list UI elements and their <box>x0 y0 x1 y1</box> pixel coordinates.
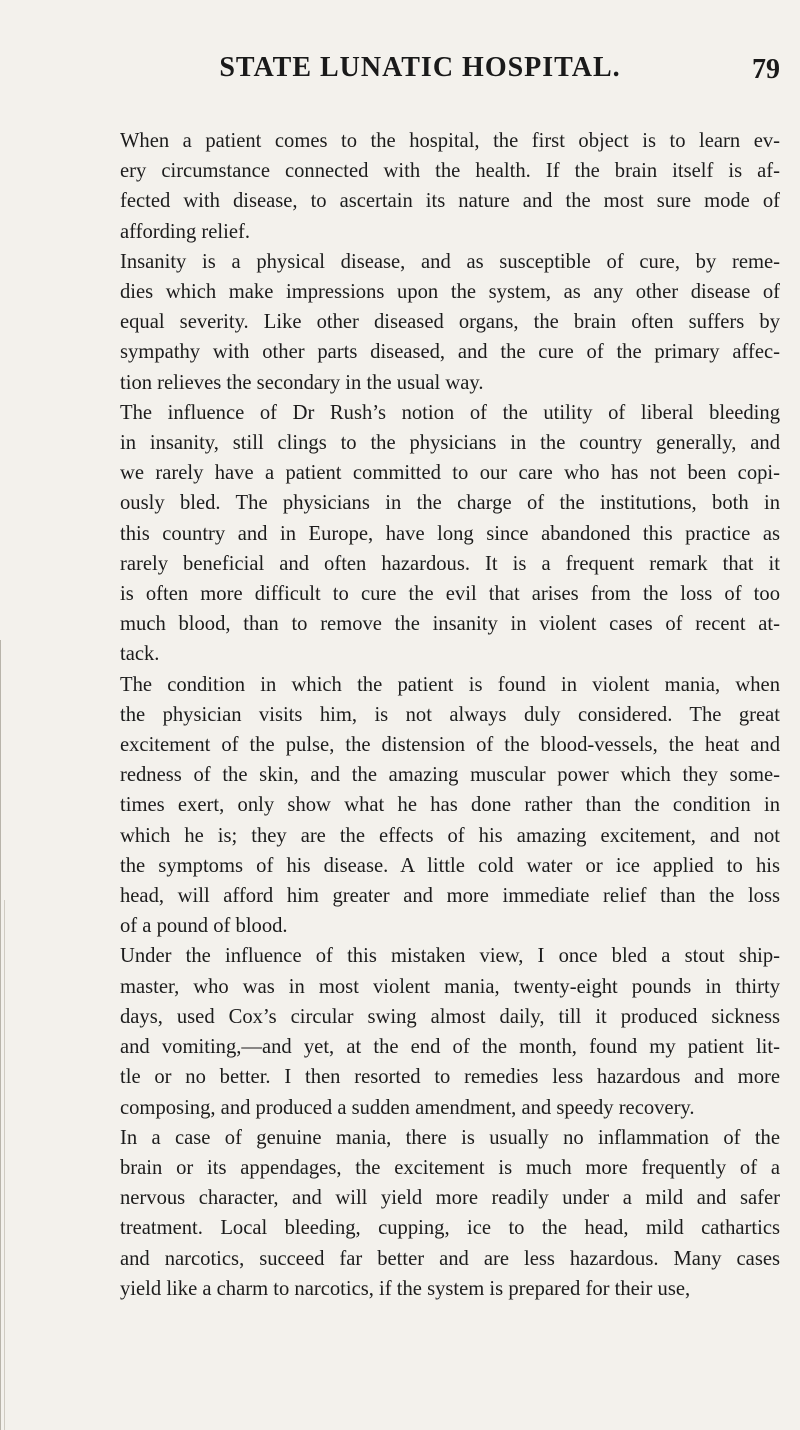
text-line: When a patient comes to the hospital, the first object is to learn ev- <box>120 130 780 152</box>
text-line: fected with disease, to ascertain its nature and the most sure mode of <box>120 190 780 213</box>
running-head <box>60 52 780 92</box>
text-line: affording relief. <box>120 220 250 243</box>
text-line: of a pound of blood. <box>120 915 288 938</box>
text-line: days, used Cox’s circular swing almost daily, till it produced sickness <box>120 1005 780 1028</box>
paragraph <box>120 670 780 942</box>
text-line: is often more difficult to cure the evil that arises from the loss of too <box>120 583 780 606</box>
text-line: brain or its appendages, the excitement is much more frequently of a <box>120 1156 780 1179</box>
text-line: which he is; they are the effects of his amazing excitement, and not <box>120 824 780 847</box>
paragraph <box>120 398 780 670</box>
text-line: tion relieves the secondary in the usual way. <box>120 371 484 394</box>
text-line: equal severity. Like other diseased organs, the brain often suffers by <box>120 311 780 334</box>
text-line: we rarely have a patient committed to our care who has not been copi- <box>120 462 780 485</box>
text-line: nervous character, and will yield more readily under a mild and safer <box>120 1187 780 1210</box>
text-line: yield like a charm to narcotics, if the system is prepared for their use, <box>120 1277 691 1300</box>
text-line: in insanity, still clings to the physicians in the country generally, and <box>120 432 780 455</box>
text-line: times exert, only show what he has done rather than the condition in <box>120 794 780 817</box>
paragraph <box>120 126 780 247</box>
page-number: 79 <box>752 54 780 85</box>
text-line: excitement of the pulse, the distension of the blood-vessels, the heat and <box>120 734 780 757</box>
text-line: this country and in Europe, have long since abandoned this practice as <box>120 522 780 545</box>
text-line: the physician visits him, is not always duly considered. The great <box>120 703 780 726</box>
text-line: The influence of Dr Rush’s notion of the utility of liberal bleeding <box>120 401 780 424</box>
running-title: STATE LUNATIC HOSPITAL. <box>219 52 621 83</box>
text-line: treatment. Local bleeding, cupping, ice to the head, mild cathartics <box>120 1217 780 1240</box>
text-line: the symptoms of his disease. A little cold water or ice applied to his <box>120 854 780 877</box>
paragraph <box>120 1123 780 1304</box>
text-line: tack. <box>120 643 160 666</box>
text-line: ery circumstance connected with the health. If the brain itself is af- <box>120 160 780 183</box>
text-line: and narcotics, succeed far better and are less hazardous. Many cases <box>120 1247 780 1270</box>
text-line: master, who was in most violent mania, twenty-eight pounds in thirty <box>120 975 780 998</box>
body-text <box>120 126 780 1304</box>
text-line: Insanity is a physical disease, and as susceptible of cure, by reme- <box>120 250 780 273</box>
text-line: composing, and produced a sudden amendment, and speedy recovery. <box>120 1096 695 1119</box>
text-line: tle or no better. I then resorted to remedies less hazardous and more <box>120 1066 780 1089</box>
text-line: head, will afford him greater and more immediate relief than the loss <box>120 885 780 908</box>
text-line: sympathy with other parts diseased, and the cure of the primary affec- <box>120 341 780 364</box>
text-line: The condition in which the patient is found in violent mania, when <box>120 673 780 696</box>
text-line: redness of the skin, and the amazing muscular power which they some- <box>120 764 780 787</box>
text-line: rarely beneficial and often hazardous. It is a frequent remark that it <box>120 552 780 575</box>
text-line: dies which make impressions upon the system, as any other disease of <box>120 281 780 304</box>
text-line: ously bled. The physicians in the charge of the institutions, both in <box>120 492 780 515</box>
text-line: Under the influence of this mistaken view, I once bled a stout ship- <box>120 945 780 968</box>
text-line: In a case of genuine mania, there is usually no inflammation of the <box>120 1126 780 1149</box>
text-line: and vomiting,—and yet, at the end of the month, found my patient lit- <box>120 1036 780 1059</box>
paragraph <box>120 247 780 398</box>
text-line: much blood, than to remove the insanity in violent cases of recent at- <box>120 613 780 636</box>
paragraph <box>120 941 780 1122</box>
page-gutter-edge <box>4 900 9 1430</box>
